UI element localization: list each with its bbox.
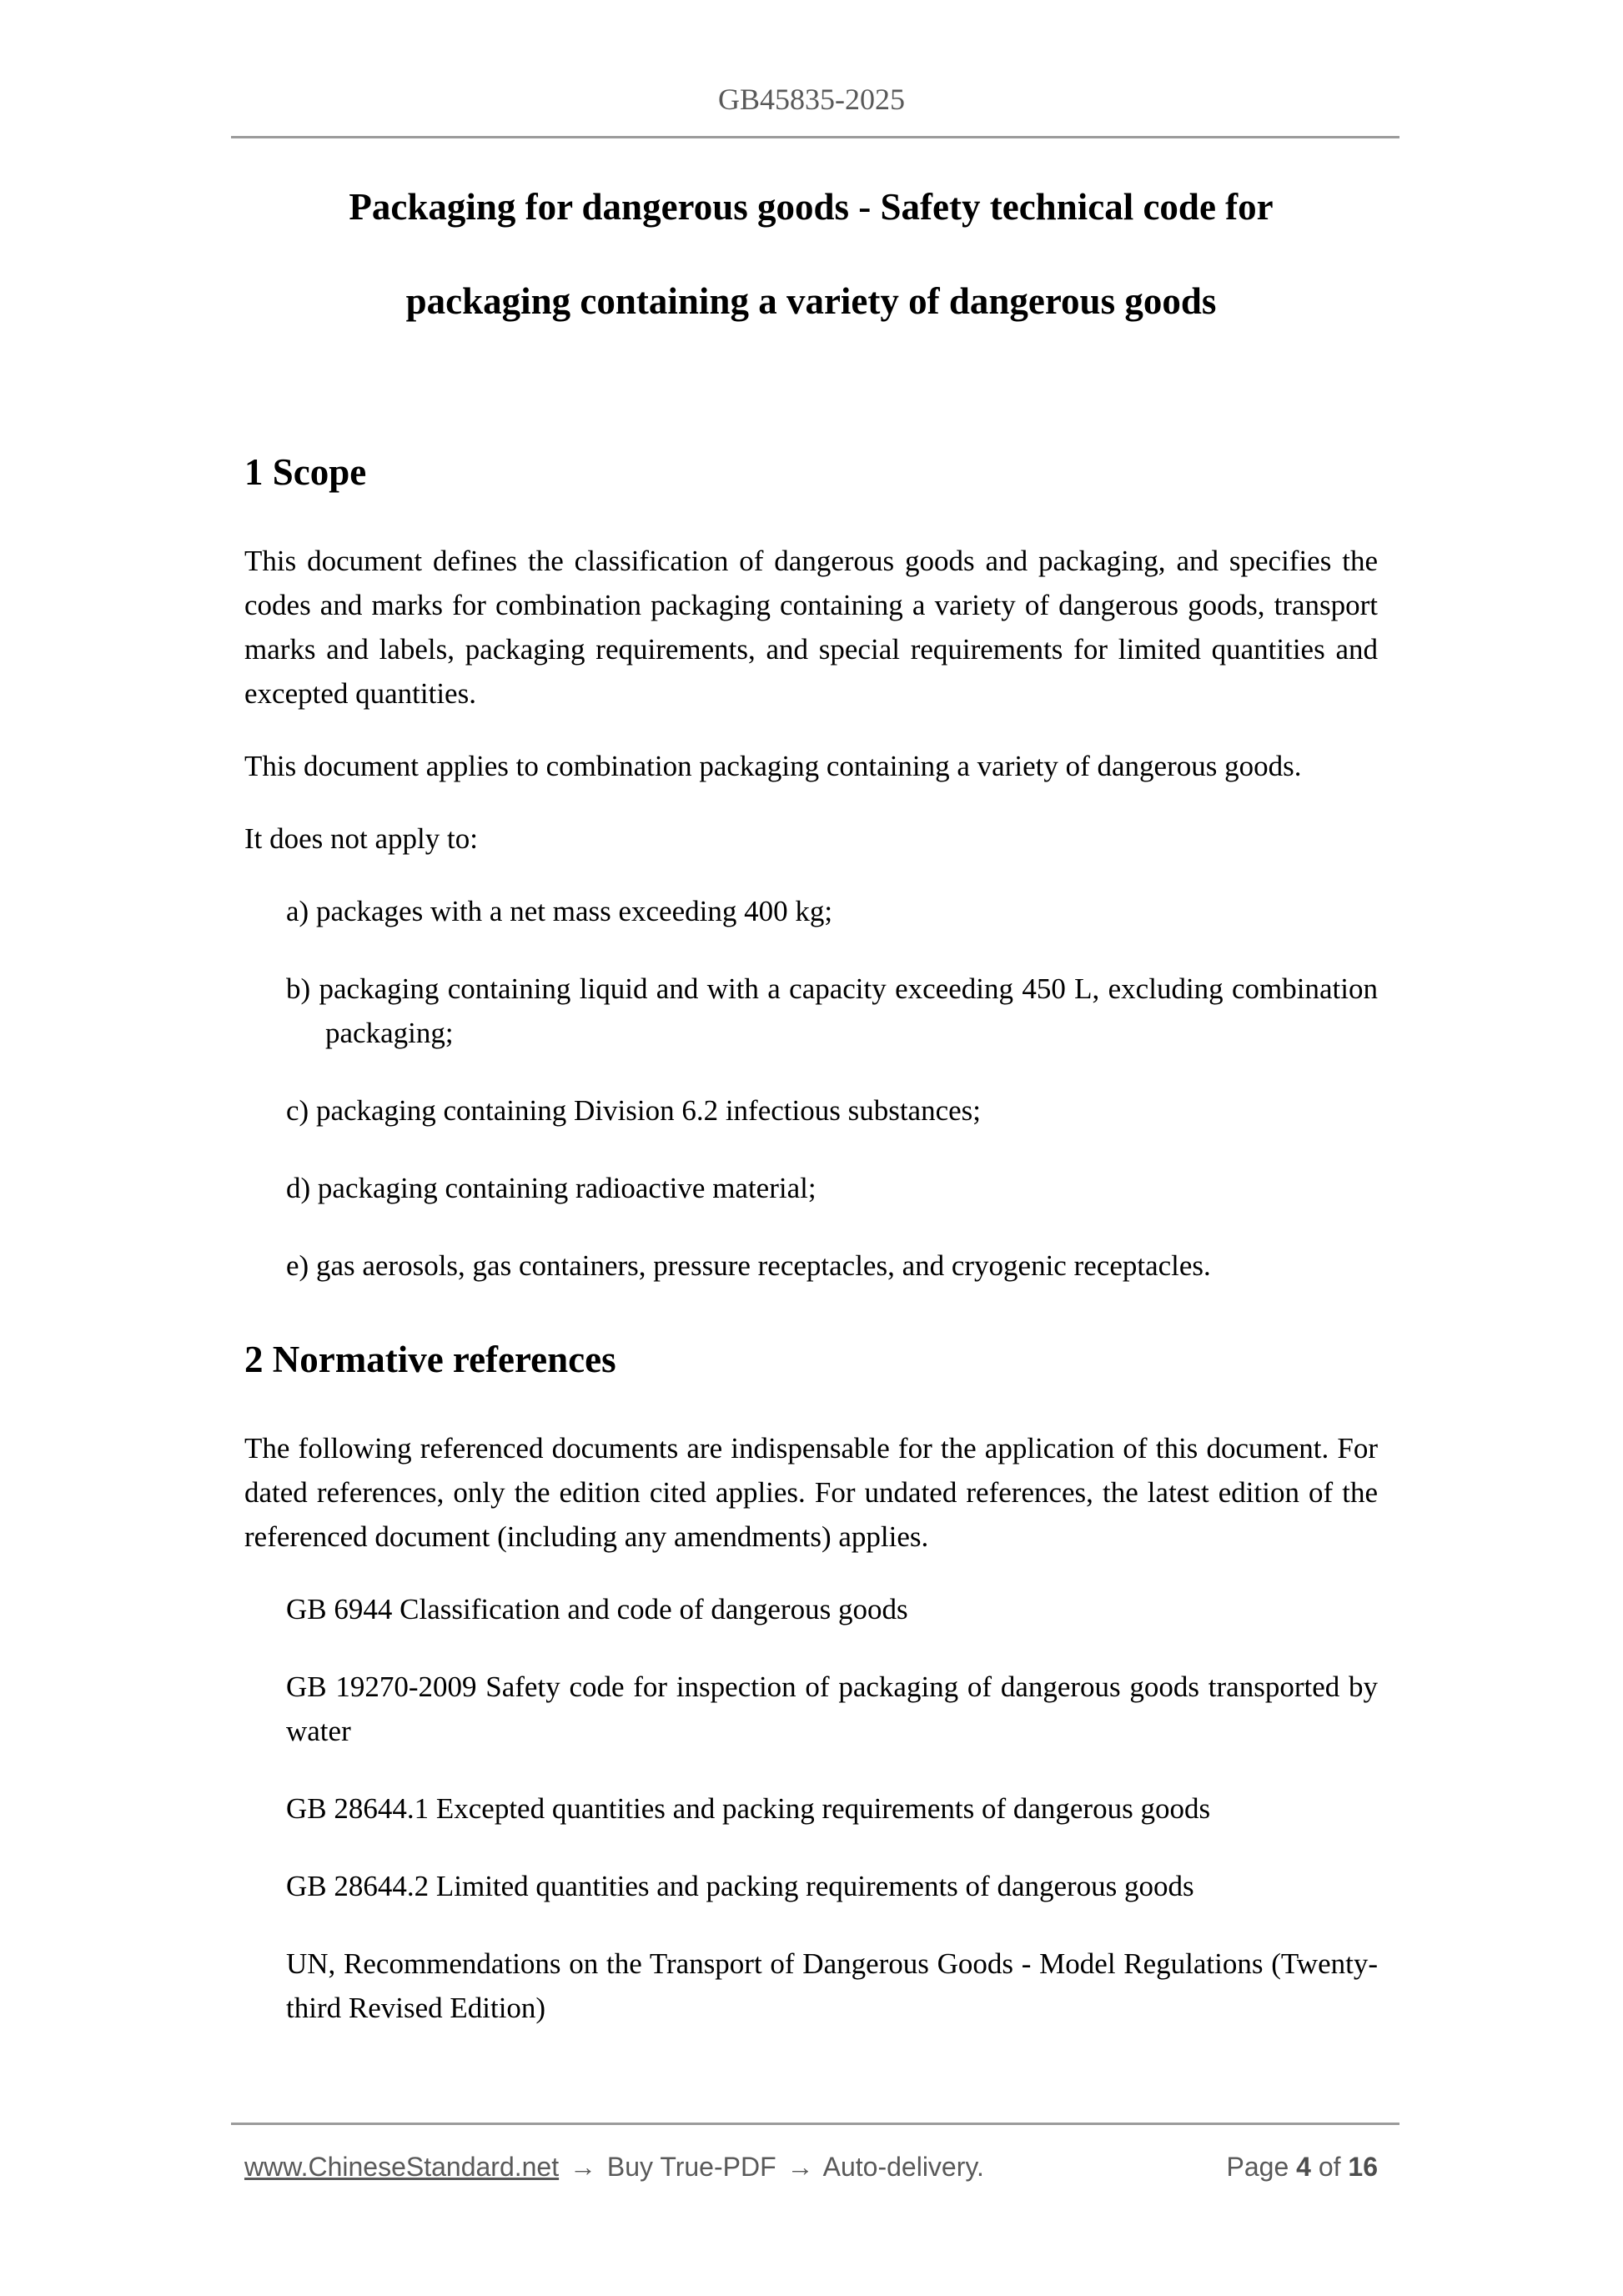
document-code: GB45835-2025 (718, 83, 905, 116)
footer-info (244, 2152, 984, 2183)
scope-paragraph-definition: This document defines the classification of dangerous goods and packaging, and specifies the codes and marks for combination packaging containing a variety of dangerous goods, transport marks and labels, packaging requirements, and special requirements for limited quantities and excepted quantities. (244, 545, 1378, 711)
footer-delivery-label: Auto-delivery. (822, 2152, 984, 2182)
section-heading-scope: 1 Scope (244, 451, 367, 494)
reference-item-gb19270: GB 19270-2009 Safety code for inspection of packaging of dangerous goods transported by water (286, 1671, 1378, 1748)
footer-divider (231, 2123, 1399, 2125)
reference-item-un-model-regulations: UN, Recommendations on the Transport of Dangerous Goods - Model Regulations (Twenty-third Revised Edition) (286, 1947, 1378, 2025)
scope-list-item-e: e) gas aerosols, gas containers, pressure receptacles, and cryogenic receptacles. (286, 1249, 1211, 1283)
page-number-total: 16 (1348, 2152, 1378, 2182)
reference-item-gb6944: GB 6944 Classification and code of dangerous goods (286, 1593, 908, 1626)
scope-paragraph-not-apply: It does not apply to: (244, 822, 478, 856)
header-divider (231, 136, 1399, 138)
page-footer (244, 2152, 1378, 2183)
arrow-icon: → (786, 2152, 814, 2182)
reference-item-gb28644-1: GB 28644.1 Excepted quantities and packing requirements of dangerous goods (286, 1792, 1211, 1826)
document-title-line1: Packaging for dangerous goods - Safety technical code for (349, 186, 1274, 229)
page-content (244, 160, 1378, 2030)
page-number-current: 4 (1296, 2152, 1311, 2182)
scope-list-item-b: b) packaging containing liquid and with a capacity exceeding 450 L, excluding combination packaging; (286, 972, 1378, 1050)
site-link[interactable]: www.ChineseStandard.net (244, 2152, 560, 2182)
scope-list-item-d: d) packaging containing radioactive material; (286, 1172, 817, 1205)
reference-item-gb28644-2: GB 28644.2 Limited quantities and packing requirements of dangerous goods (286, 1870, 1194, 1903)
scope-paragraph-applies: This document applies to combination packaging containing a variety of dangerous goods. (244, 750, 1302, 783)
footer-buy-label: Buy True-PDF (606, 2152, 776, 2182)
page-of-label: of (1318, 2152, 1341, 2182)
scope-list-item-a: a) packages with a net mass exceeding 400 kg; (286, 895, 833, 928)
document-title-line2: packaging containing a variety of dangerous goods (405, 280, 1217, 323)
normative-intro-paragraph: The following referenced documents are indispensable for the application of this document. For dated references, only the edition cited applies. For undated references, the latest edition of the referenced document (including any amendments) applies. (244, 1432, 1378, 1554)
page-indicator (1227, 2152, 1378, 2183)
document-title (244, 160, 1378, 349)
page-label: Page (1226, 2152, 1289, 2182)
scope-list-item-c: c) packaging containing Division 6.2 infectious substances; (286, 1094, 982, 1128)
section-heading-normative-references: 2 Normative references (244, 1339, 616, 1381)
arrow-icon: → (570, 2152, 596, 2182)
